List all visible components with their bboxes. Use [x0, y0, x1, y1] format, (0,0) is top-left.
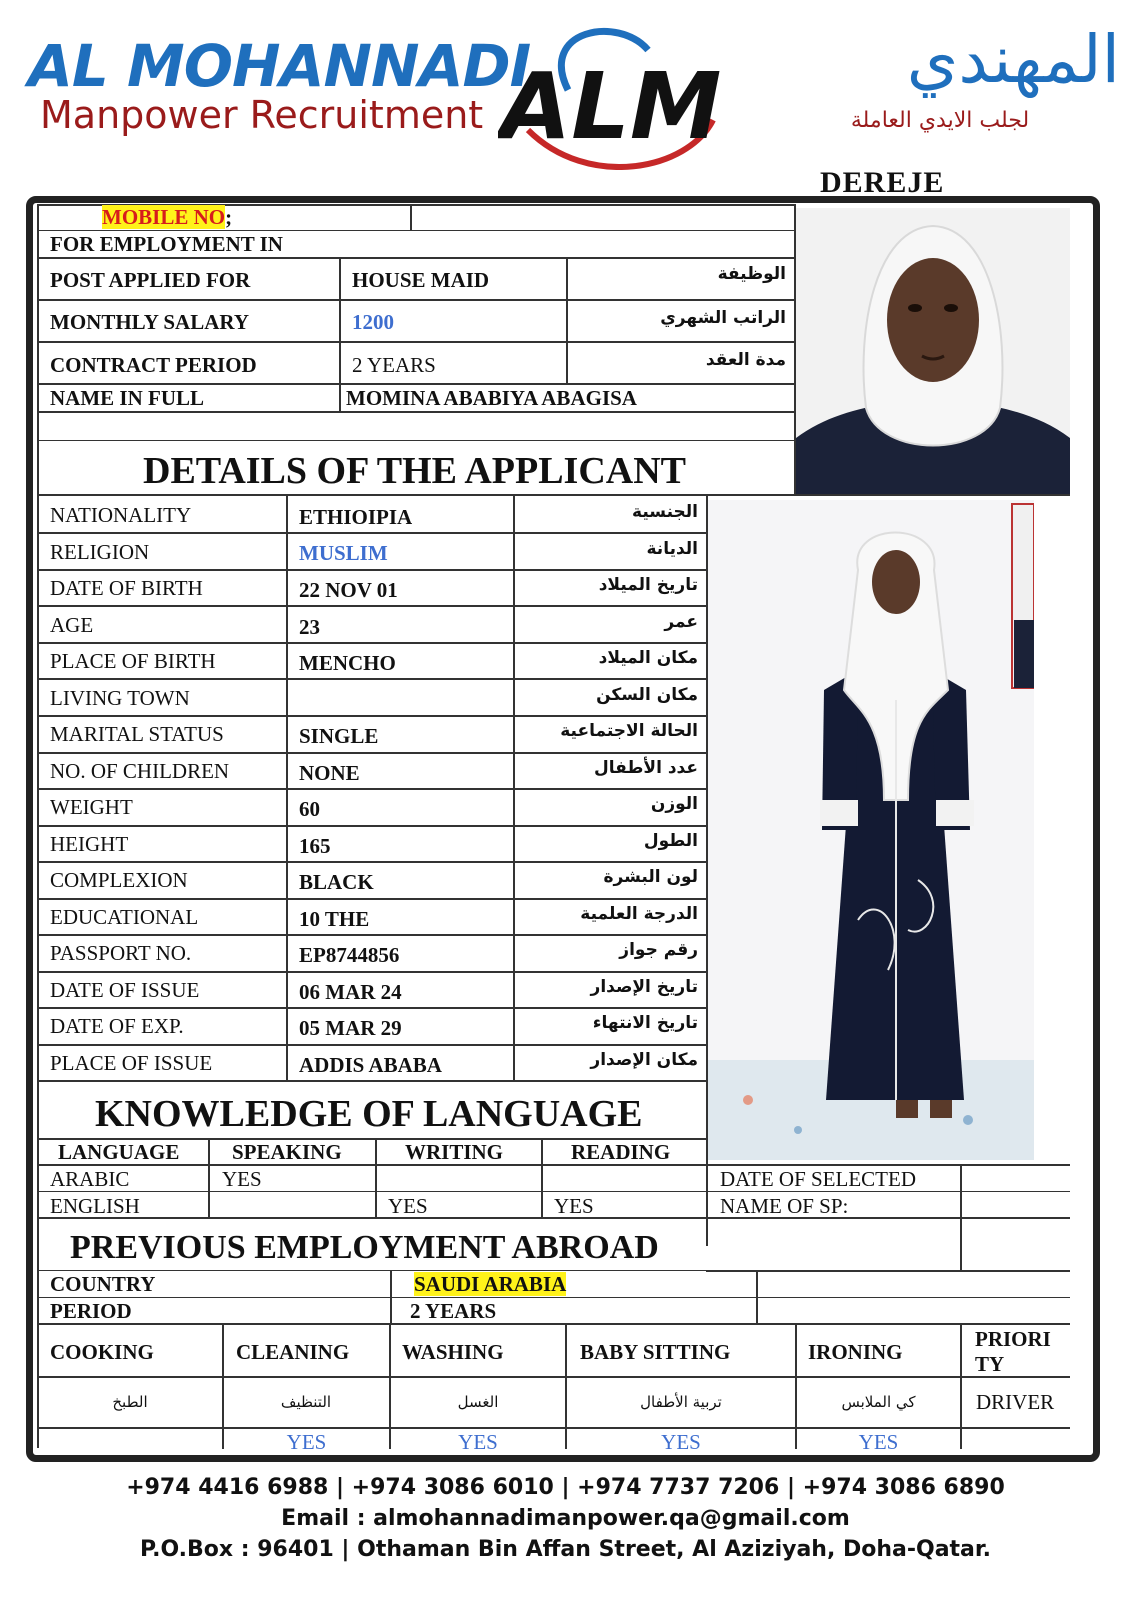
company-subtitle-en: Manpower Recruitment — [40, 93, 484, 137]
salary-label: MONTHLY SALARY — [50, 310, 249, 334]
detail-label: DATE OF ISSUE — [50, 978, 200, 1002]
applicant-full-body-photo — [708, 500, 1034, 1160]
company-name-ar: المهندي — [906, 21, 1120, 98]
footer-phones: +974 4416 6988 | +974 3086 6010 | +974 7737 7206 | +974 3086 6890 — [126, 1475, 1005, 1500]
skill-value: YES — [286, 1430, 327, 1454]
skill-header: BABY SITTING — [580, 1340, 731, 1364]
detail-label: LIVING TOWN — [50, 686, 190, 710]
detail-label: MARITAL STATUS — [50, 722, 224, 746]
salary-label-ar: الراتب الشهري — [660, 308, 786, 328]
detail-label: PASSPORT NO. — [50, 941, 192, 965]
detail-label: EDUCATIONAL — [50, 905, 199, 929]
detail-label-ar: مكان السكن — [596, 685, 698, 705]
detail-value: 05 MAR 29 — [299, 1016, 402, 1040]
language-writing: YES — [388, 1194, 428, 1218]
detail-label-ar: الدرجة العلمية — [580, 904, 698, 924]
detail-value: MUSLIM — [299, 541, 388, 565]
detail-label-ar: تاريخ الإصدار — [590, 977, 698, 997]
detail-label: WEIGHT — [50, 795, 133, 819]
priority-header-line2: TY — [975, 1352, 1005, 1376]
date-selected-label: DATE OF SELECTED — [720, 1167, 916, 1191]
detail-label: RELIGION — [50, 540, 150, 564]
employment-label: FOR EMPLOYMENT IN — [50, 232, 283, 256]
language-col-header: WRITING — [405, 1140, 504, 1164]
detail-label-ar: الجنسية — [632, 502, 698, 522]
alm-logo-icon — [498, 20, 728, 170]
skill-label-ar: كي الملابس — [841, 1393, 916, 1411]
contract-label-ar: مدة العقد — [705, 350, 786, 370]
language-speaking: YES — [222, 1167, 262, 1191]
detail-label-ar: لون البشرة — [603, 867, 698, 887]
detail-value: MENCHO — [299, 651, 396, 675]
mobile-label-row — [102, 205, 232, 229]
detail-value: 165 — [299, 834, 331, 858]
contract-value: 2 YEARS — [352, 353, 436, 377]
detail-label: PLACE OF ISSUE — [50, 1051, 213, 1075]
skill-value: YES — [458, 1430, 498, 1454]
detail-label-ar: الطول — [643, 831, 698, 851]
detail-label: DATE OF BIRTH — [50, 576, 203, 600]
language-col-header: SPEAKING — [232, 1140, 342, 1164]
applicant-portrait-photo — [796, 208, 1070, 494]
country-value: SAUDI ARABIA — [414, 1272, 567, 1296]
mobile-label: MOBILE NO — [102, 205, 226, 229]
detail-value: NONE — [299, 761, 360, 785]
detail-value: 60 — [299, 797, 320, 821]
contract-label: CONTRACT PERIOD — [50, 353, 257, 377]
detail-value: 10 THE — [299, 907, 370, 931]
detail-label-ar: الوزن — [650, 794, 698, 814]
name-label: NAME IN FULL — [50, 386, 205, 410]
detail-label: HEIGHT — [50, 832, 129, 856]
detail-value: 06 MAR 24 — [299, 980, 402, 1004]
company-name-en: AL MOHANNADI — [28, 32, 531, 100]
detail-label-ar: رقم جواز — [619, 940, 698, 960]
priority-value: DRIVER — [976, 1390, 1055, 1414]
detail-value: 23 — [299, 615, 320, 639]
post-label-ar: الوظيفة — [717, 264, 786, 284]
detail-label: COMPLEXION — [50, 868, 188, 892]
detail-label: DATE OF EXP. — [50, 1014, 184, 1038]
detail-label-ar: تاريخ الانتهاء — [592, 1013, 698, 1033]
detail-label: PLACE OF BIRTH — [50, 649, 216, 673]
post-value: HOUSE MAID — [352, 268, 490, 292]
skill-label-ar: الغسل — [457, 1393, 499, 1411]
skill-value: YES — [858, 1430, 899, 1454]
detail-label-ar: الحالة الاجتماعية — [560, 721, 698, 741]
alm-logo-text: ALM — [500, 53, 722, 160]
salary-value: 1200 — [352, 310, 394, 334]
detail-value: SINGLE — [299, 724, 379, 748]
skill-label-ar: تربية الأطفال — [640, 1393, 722, 1411]
language-reading: YES — [554, 1194, 594, 1218]
detail-label-ar: مكان الإصدار — [590, 1050, 698, 1070]
period-value: 2 YEARS — [410, 1299, 497, 1323]
period-label: PERIOD — [50, 1299, 132, 1323]
skill-header: CLEANING — [236, 1340, 350, 1364]
country-value-wrap — [414, 1272, 566, 1296]
detail-label: AGE — [50, 613, 94, 637]
details-heading: DETAILS OF THE APPLICANT — [143, 450, 687, 492]
language-col-header: READING — [571, 1140, 671, 1164]
detail-label-ar: تاريخ الميلاد — [598, 575, 698, 595]
skill-label-ar: التنظيف — [280, 1393, 332, 1411]
sponsor-name-label: NAME OF SP: — [720, 1194, 849, 1218]
skill-header: COOKING — [50, 1340, 154, 1364]
detail-value: BLACK — [299, 870, 374, 894]
skill-header: WASHING — [402, 1340, 504, 1364]
detail-value: ADDIS ABABA — [299, 1053, 442, 1077]
detail-label-ar: عدد الأطفال — [594, 758, 698, 778]
detail-value: 22 NOV 01 — [299, 578, 398, 602]
post-label: POST APPLIED FOR — [50, 268, 251, 292]
language-heading: KNOWLEDGE OF LANGUAGE — [95, 1093, 643, 1135]
agent-name: DEREJE — [820, 166, 945, 199]
country-label: COUNTRY — [50, 1272, 156, 1296]
detail-label: NATIONALITY — [50, 503, 192, 527]
skill-header: IRONING — [808, 1340, 903, 1364]
skill-label-ar: الطبخ — [112, 1393, 148, 1411]
skill-value: YES — [661, 1430, 701, 1454]
mobile-suffix: ; — [225, 205, 233, 229]
detail-label: NO. OF CHILDREN — [50, 759, 230, 783]
priority-header-line1: PRIORI — [975, 1327, 1051, 1351]
footer-address: P.O.Box : 96401 | Othaman Bin Affan Street, Al Aziziyah, Doha-Qatar. — [140, 1537, 991, 1562]
previous-heading: PREVIOUS EMPLOYMENT ABROAD — [70, 1229, 659, 1266]
language-name: ENGLISH — [50, 1194, 140, 1218]
language-col-header: LANGUAGE — [58, 1140, 180, 1164]
detail-value: ETHIOIPIA — [299, 505, 413, 529]
language-name: ARABIC — [50, 1167, 130, 1191]
footer-email: Email : almohannadimanpower.qa@gmail.com — [281, 1506, 850, 1531]
detail-label-ar: الديانة — [646, 539, 698, 559]
detail-label-ar: مكان الميلاد — [598, 648, 698, 668]
detail-label-ar: عمر — [664, 612, 698, 632]
detail-value: EP8744856 — [299, 943, 400, 967]
company-subtitle-ar: لجلب الايدي العاملة — [850, 108, 1030, 133]
name-value: MOMINA ABABIYA ABAGISA — [346, 386, 637, 410]
